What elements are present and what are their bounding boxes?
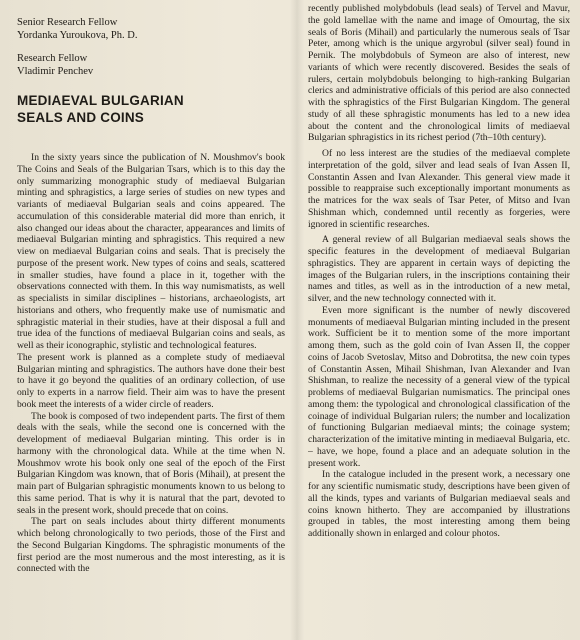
left-column	[17, 0, 285, 640]
paragraph: In the catalogue included in the present work, a necessary one for any scientific numismatic study, descriptions have been given of all the kinds, types and variants of Bulgarian mediaeval seals and coins known hitherto. They are accompanied by illustrations grouped in tables, the most interesting among them being additionally shown in enlarged and colour photos.	[308, 469, 570, 539]
paragraph: In the sixty years since the publication of N. Moushmov's book The Coins and Seals of the Bulgarian Tsars, which is to this day the only summarizing monographic study of mediaeval Bulgarian minting and sphragistics, a large series of studies on new types and variants of mediaeval Bulgarian seals and coins appeared. The accumulation of this considerable material did more than enrich, it also changed our ideas about the character, appearances and limits of mediaeval Bulgarian minting and sphragistics. This required a new view on mediaeval Bulgarian coins and seals. That is precisely the purpose of the present work. New types of coins and seals, scattered in smaller studies, have found a place in it, together with the observations connected with them. In this way numismatists, as well as specialists in similar disciplines – historians, archaeologists, art historians and others, who frequently make use of numismatic and sphragistic material in their studies, have at their disposal a full and true idea of the functions of mediaeval Bulgarian coins and seals, as well as their iconographic, stylistic and technological features.	[17, 152, 285, 351]
article-title-line: SEALS AND COINS	[17, 110, 145, 125]
right-column	[308, 0, 570, 640]
paragraph: A general review of all Bulgarian mediaeval seals shows the specific features in the development of mediaeval Bulgarian sphragistics. They are apparent in certain ways of depicting the images of the Bulgarian rulers, in the inscriptions containing their names and titles, as well as in the introduction of a new metal, silver, and the new technology connected with it.	[308, 234, 570, 304]
page-gutter	[290, 0, 304, 640]
article-title	[17, 92, 285, 126]
paragraph: recently published molybdobuls (lead seals) of Tervel and Mavur, the gold lamellae with the name and image of Omourtag, the six seals of Boris (Mihail) and particularly the numerous seals of Tsar Peter, among which is the unique argyrobul (silver seal) found in Pernik. The molybdobuls of Symeon are also of interest, new variants of which were recently discovered. Besides the seals of rulers, certain molybdobuls belonging to high-ranking Bulgarian clerics and administrative officials of this period are also connected with the sphragistics of the First Bulgarian Kingdom. The general study of all these sphragistic monuments has led to a new idea about the content and the chronological limits of mediaeval Bulgarian sphragistics in its richest period (7th–10th century).	[308, 3, 570, 144]
body-text	[308, 3, 570, 540]
author-block	[17, 53, 285, 78]
paragraph: Of no less interest are the studies of the mediaeval complete interpretation of the gold, silver and lead seals of Ivan Assen II, Constantin Assen and Ivan Alexander. This general view made it possible to reappraise such exceptionally important monuments as the matrices for the wax seals of Tsar Peter, of Mitso and Ivan Shishman which, condemned until recently as forgeries, were ignored in scientific researches.	[308, 148, 570, 230]
article-title-line: MEDIAEVAL BULGARIAN	[17, 93, 184, 108]
author-title: Senior Research Fellow	[17, 17, 118, 28]
paragraph: The book is composed of two independent parts. The first of them deals with the seals, while the second one is concerned with the development of mediaeval Bulgarian minting. This order is in harmony with the chronological data. While at the time when N. Moushmov wrote his book only one seal of the epoch of the First Bulgarian Kingdom was known, that of Boris (Mihail), at present the main part of Bulgarian sphragistic monuments known to us belong to this same period. That is why it is natural that the part, devoted to seals in the present work, should precede that on coins.	[17, 410, 285, 516]
paragraph: The present work is planned as a complete study of mediaeval Bulgarian minting and sphragistics. The authors have done their best to have it go beyond the qualities of an ordinary collection, of use only to experts in a narrow field. Their aim was to have the present book meet the interests of a wider circle of readers.	[17, 351, 285, 410]
author-name: Yordanka Yuroukova, Ph. D.	[17, 29, 138, 41]
paragraph: The part on seals includes about thirty different monuments which belong chronologically to two periods, those of the First and the Second Bulgarian Kingdoms. The sphragistic monuments of the first period are the most numerous and the most interesting, as it is connected with the	[17, 516, 285, 575]
body-text	[17, 152, 285, 575]
author-title: Research Fellow	[17, 53, 88, 64]
author-block	[17, 17, 285, 42]
author-name: Vladimir Penchev	[17, 65, 94, 77]
paragraph: Even more significant is the number of newly discovered monuments of mediaeval Bulgarian minting included in the present work. Sufficient be it to mention some of the more important among them, such as the gold coin of Ivan Assen II, the copper coins of Jacob Svetoslav, Mitso and Dobrotitsa, the new coin types of Constantin Assen, Mihail Shishman, Ivan Alexander and Ivan Shishman, to realize the necessity of a general view of the typical problems of mediaeval Bulgarian numismatics. The principal ones among them: the typological and chronological classification of the coinage of individual Bulgarian rulers; the number and localization of functioning Bulgarian mediaeval mints; the coinage system; characterization of the imitative minting in mediaeval Bulgaria, etc. – have, we hope, found a place and an adequate solution in the present work.	[308, 304, 570, 469]
